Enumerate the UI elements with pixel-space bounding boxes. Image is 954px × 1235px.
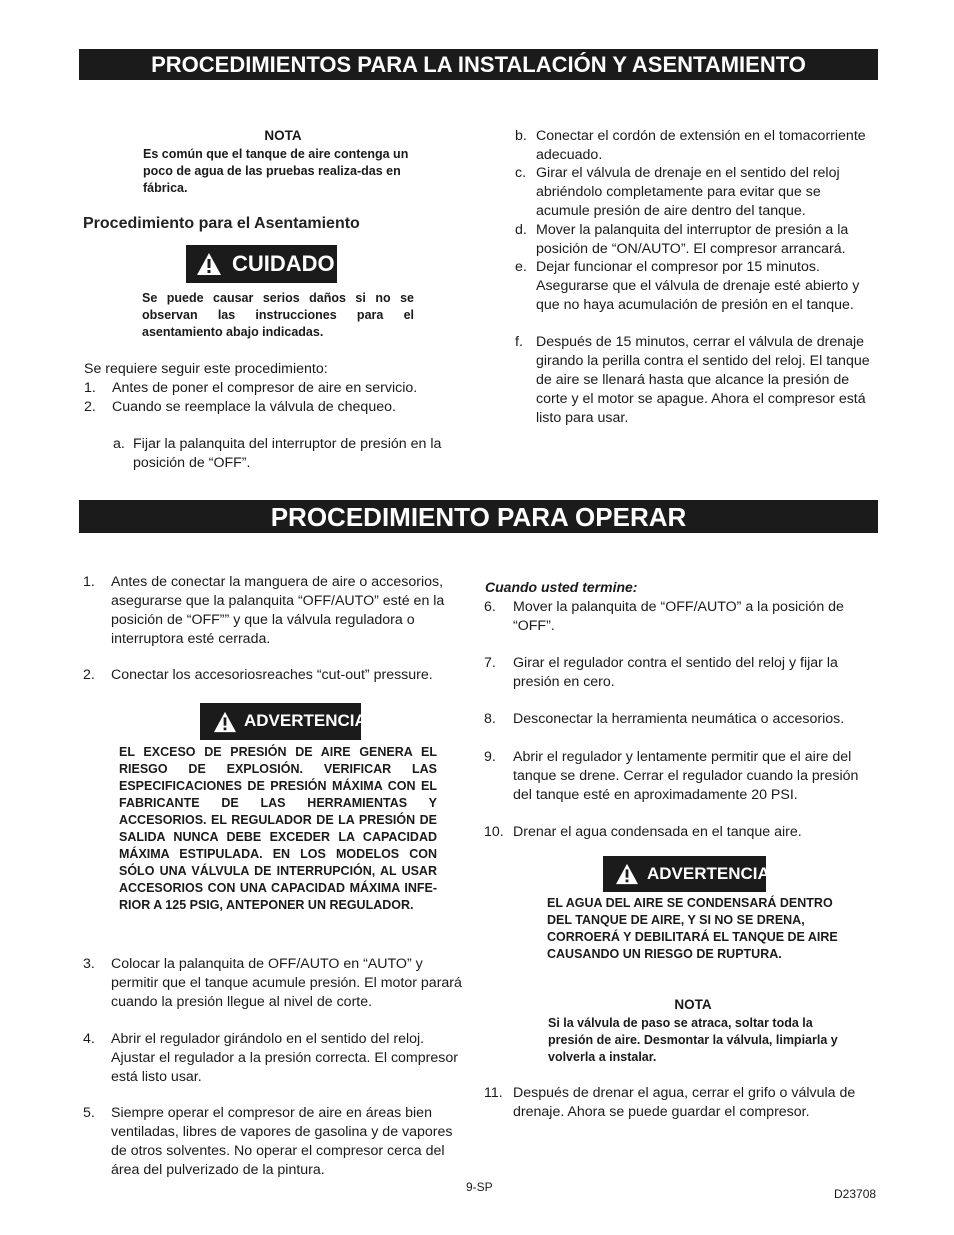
caution-label-text: CUIDADO (232, 251, 335, 276)
nota-title: NOTA (264, 128, 302, 143)
warning-label-text: ADVERTENCIA (647, 864, 770, 883)
warning-label (603, 856, 770, 892)
nota-text: Si la válvula de paso se atraca, soltar toda la presión de aire. Desmontar la válvula, limpiarla y volverla a instalar. (548, 1016, 838, 1064)
nota-title: NOTA (674, 997, 712, 1012)
warning-label (200, 703, 367, 740)
section-title-installation: PROCEDIMIENTOS PARA LA INSTALACIÓN Y ASENTAMIENTO (79, 49, 878, 80)
warning-triangle-icon (196, 252, 222, 276)
subheading-asentamiento: Procedimiento para el Asentamiento (83, 215, 360, 232)
caution-label (186, 245, 337, 283)
warning-text: EL EXCESO DE PRESIÓN DE AIRE GENERA EL RIESGO DE EXPLOSIÓN. VERIFICAR LAS ESPECIFICACIONES DE PRESIÓN MÁXIMA CON EL FABRICANTE DE LAS HERRAMIENTAS Y ACCESORIOS. EL REGULADOR DE LA PRESIÓN DE SALIDA NUNCA DEBE EXCEDER LA CAPACIDAD MÁXIMA ESTIPULADA. EN LOS MODELOS CON SÓLO UNA VÁLVULA DE INTERRUPCIÓN, AL USAR ACCESORIOS CON UNA CAPACIDAD MÁXIMA INFE-RIOR A 125 PSIG, ANTEPONER UN REGULADOR. (119, 745, 437, 912)
warning-triangle-icon (213, 711, 237, 733)
section-title-operating: PROCEDIMIENTO PARA OPERAR (79, 500, 878, 533)
page-number: 9-SP (466, 1180, 493, 1194)
caution-text: Se puede causar serios daños si no se observan las instrucciones para el asentamiento abajo indicadas. (142, 291, 414, 339)
when-done-heading: Cuando usted termine: (485, 579, 638, 595)
warning-label-text: ADVERTENCIA (244, 711, 367, 730)
warning-text: EL AGUA DEL AIRE SE CONDENSARÁ DENTRO DEL TANQUE DE AIRE, Y SI NO SE DRENA, CORROERÁ Y DEBILITARÁ EL TANQUE DE AIRE CAUSANDO UN RIESGO DE RUPTURA. (547, 896, 838, 961)
warning-triangle-icon (615, 863, 639, 885)
document-code: D23708 (834, 1187, 877, 1201)
intro-text: Se requiere seguir este procedimiento: (84, 361, 328, 377)
nota-text: Es común que el tanque de aire contenga un poco de agua de las pruebas realiza-das en fábrica. (143, 147, 409, 195)
